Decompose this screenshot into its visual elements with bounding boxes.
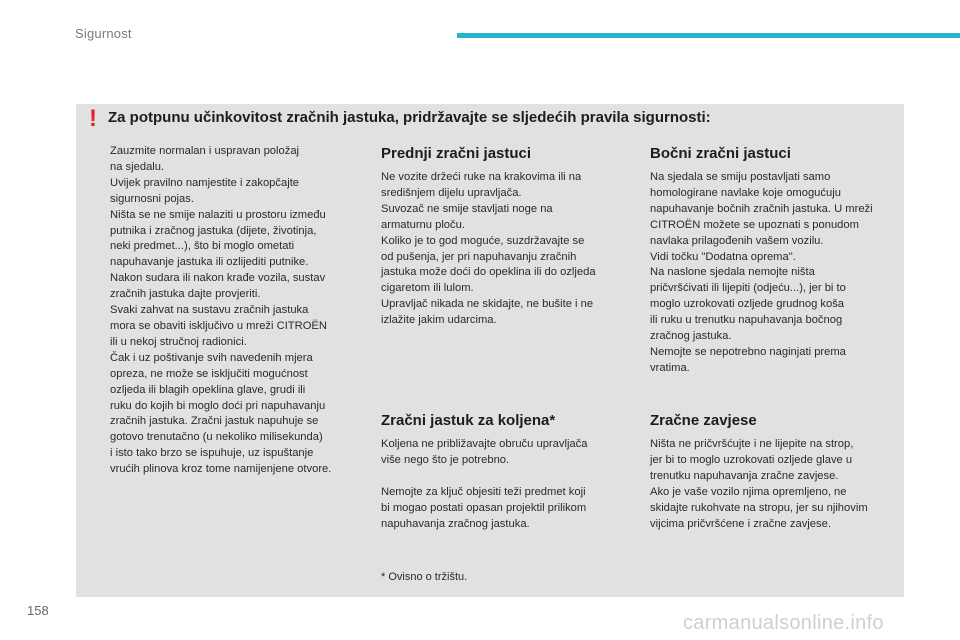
general-rules-column — [110, 144, 362, 478]
knee-airbag-title: Zračni jastuk za koljena* — [381, 412, 556, 429]
front-airbags-section — [381, 145, 631, 329]
section-title: Sigurnost — [75, 26, 132, 41]
curtain-airbags-title: Zračne zavjese — [650, 412, 757, 429]
side-airbags-title: Bočni zračni jastuci — [650, 145, 791, 162]
market-footnote: * Ovisno o tržištu. — [381, 571, 468, 583]
header-accent-bar — [457, 33, 960, 38]
page-number: 158 — [27, 603, 49, 618]
exclamation-warning-icon: ! — [89, 105, 97, 132]
general-rules-text: Zauzmite normalan i uspravan položaj na sjedalu. Uvijek pravilno namjestite i zakopčajte sigurnosni pojas. Ništa se ne smije nalaziti u prostoru između putnika i zračnog jastuka (dijete, životinja, neki predmet...), što bi moglo ometati napuhavanje jastuka ili ozlijediti putnike. Nakon sudara ili nakon krađe vozila, sustav zračnih jastuka dajte provjeriti. Svaki zahvat na sustavu zračnih jastuka mora se obaviti isključivo u mreži CITROËN ili u nekoj stručnoj radionici. Čak i uz poštivanje svih navedenih mjera opreza, ne može se isključiti mogućnost ozljeda ili blagih opeklina glave, grudi ili ruku do kojih bi moglo doći pri napuhavanju zračnih jastuka. Zračni jastuk napuhuje se gotovo trenutačno (u nekoliko milisekunda) i isto tako brzo se ispuhuje, uz ispuštanje vrućih plinova kroz tome namijenjene otvore. — [110, 145, 332, 476]
watermark: carmanualsonline.info — [683, 612, 884, 634]
side-airbags-section — [650, 145, 902, 377]
front-airbags-text: Ne vozite držeći ruke na krakovima ili na središnjem dijelu upravljača. Suvozač ne smije stavljati noge na armaturnu ploču. Koliko je to god moguće, suzdržavajte se od pušenja, jer pri napuhavanju zračnih jastuka može doći do opeklina ili do ozljeda cigaretom ili lulom. Upravljač nikada ne skidajte, ne bušite i ne izlažite jakim udarcima. — [381, 171, 596, 327]
curtain-airbags-text: Ništa ne pričvršćujte i ne lijepite na strop, jer bi to moglo uzrokovati ozljede glave u trenutku napuhavanja zračne zavjese. Ako je vaše vozilo njima opremljeno, ne skidajte rukohvate na stropu, jer su njihovim vijcima pričvršćene i zračne zavjese. — [650, 438, 868, 530]
safety-rules-heading: Za potpunu učinkovitost zračnih jastuka, pridržavajte se sljedećih pravila sigurnosti: — [108, 109, 711, 126]
curtain-airbags-section — [650, 412, 902, 532]
side-airbags-text: Na sjedala se smiju postavljati samo homologirane navlake koje omogućuju napuhavanje bočnih zračnih jastuka. U mreži CITROËN možete se upoznati s ponudom navlaka prilagođenih vašem vozilu. Vidi točku "Dodatna oprema". Na naslone sjedala nemojte ništa pričvršćivati ili lijepiti (odjeću...), jer bi to moglo uzrokovati ozljede grudnog koša ili ruku u trenutku napuhavanja bočnog zračnog jastuka. Nemojte se nepotrebno naginjati prema vratima. — [650, 171, 873, 374]
knee-airbag-text: Koljena ne približavajte obruču upravljača više nego što je potrebno. Nemojte za ključ objesiti teži predmet koji bi mogao postati opasan projektil prilikom napuhavanja zračnog jastuka. — [381, 438, 588, 530]
knee-airbag-section — [381, 412, 631, 532]
front-airbags-title: Prednji zračni jastuci — [381, 145, 532, 162]
